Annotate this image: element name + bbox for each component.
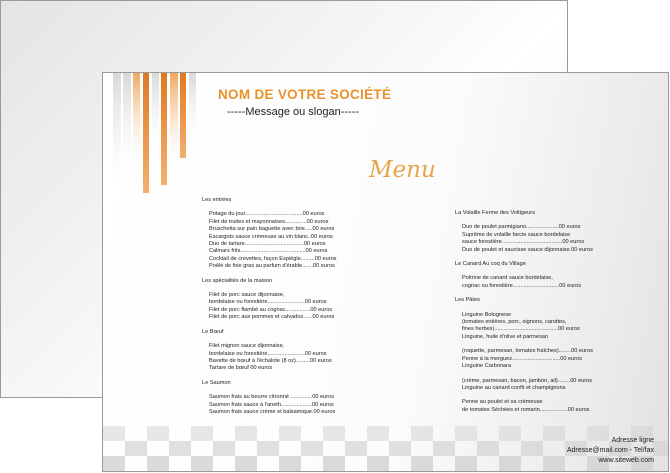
checker-cell: [235, 456, 257, 471]
spacer: [455, 254, 615, 261]
menu-title: Menu: [369, 157, 436, 183]
spacer: [455, 392, 615, 399]
menu-section-heading: Le Canard Au coq du Village: [455, 261, 526, 268]
checker-cell: [499, 456, 521, 471]
menu-item: fines herbes).........................................00 euros: [462, 326, 580, 333]
menu-item: Escargots sauce crémeuse au vin blanc..00 euros: [209, 233, 333, 240]
spacer: [202, 285, 372, 292]
menu-section-heading: Le Saumon: [202, 379, 231, 386]
menu-item: Suprême de volaille farcie sauce bordelaise: [462, 231, 571, 238]
checker-cell: [191, 426, 213, 441]
menu-section-heading: Les entrées: [202, 197, 232, 203]
checker-cell: [147, 426, 169, 441]
menu-item: Poêlé de foie gras au parfum d'érable.......00 euros: [209, 263, 335, 270]
menu-item: Linguine Carbonara: [462, 363, 512, 370]
checker-cell: [653, 441, 669, 456]
checker-cell: [191, 456, 213, 471]
menu-item: Filet de porc aux pommes et calvados......00 euros: [209, 314, 335, 321]
menu-item: Filet de truites et mayonnaises..............00 euros: [209, 218, 329, 225]
checker-cell: [411, 456, 433, 471]
menu-item: Filet de porc flambé au cognac................00 euros: [209, 306, 333, 313]
checker-cell: [279, 456, 301, 471]
spacer: [202, 373, 372, 380]
menu-item: (roquette, parmesan, tomates fraîches)........00 euros: [462, 348, 593, 355]
checker-cell: [389, 441, 411, 456]
menu-item: Duo de poulet parmigiano.....................00 euros: [462, 224, 581, 231]
menu-item: Bavette de bœuf à l'échalote (8 oz).........00 euros: [209, 357, 332, 364]
address-line: Adresse ligne: [611, 437, 654, 444]
menu-item: Poitrine de canard sauce bordelaise,: [462, 275, 553, 282]
menu-right-column: [455, 210, 615, 414]
checker-cell: [455, 456, 477, 471]
menu-item: Bruschetta sur pain baguette avec brie.....00 euros: [209, 226, 335, 233]
checker-cell: [235, 426, 257, 441]
checker-cell: [169, 441, 191, 456]
checker-cell: [411, 426, 433, 441]
checker-cell: [103, 426, 125, 441]
spacer: [455, 341, 615, 348]
menu-section-heading: Les spécialités de la maison: [202, 277, 272, 284]
menu-item: Duo de poulet et saucisse sauce dijonnaise.00 euros: [462, 246, 593, 253]
menu-item: Potage du jour.....................................00 euros: [209, 211, 325, 218]
menu-section-heading: Les Pâtes: [455, 297, 480, 304]
spacer: [202, 387, 372, 394]
checker-cell: [477, 441, 499, 456]
menu-item: Linguine Bolognese: [462, 311, 512, 318]
menu-item: Saumon frais sauce à l'aneth....................00 euros: [209, 401, 334, 408]
checker-cell: [543, 456, 565, 471]
menu-item: bordelaise ou forestière........................00 euros: [209, 299, 327, 306]
menu-item: de tomates Séchées et romarin..................00 euros: [462, 406, 590, 413]
menu-item: Penne au poulet et sa crémeuse: [462, 399, 543, 406]
checker-cell: [521, 441, 543, 456]
menu-item: (crème, parmesan, bacon, jambon, ail)........00 euros: [462, 377, 592, 384]
checker-cell: [433, 441, 455, 456]
checker-cell: [103, 456, 125, 471]
spacer: [202, 322, 372, 329]
menu-item: Duo de tartare......................................00 euros: [209, 241, 326, 248]
spacer: [202, 336, 372, 343]
slogan: -----Message ou slogan-----: [227, 106, 360, 118]
checker-cell: [543, 426, 565, 441]
email-phone-line: Adresse@mail.com - Tel/fax: [566, 447, 654, 454]
checker-cell: [147, 456, 169, 471]
checker-cell: [213, 441, 235, 456]
company-name: NOM DE VOTRE SOCIÉTÉ: [218, 87, 392, 102]
menu-item: bordelaise ou forestière........................00 euros: [209, 350, 327, 357]
menu-item: Filet de porc sauce dijonnaise,: [209, 292, 285, 299]
checker-cell: [125, 441, 147, 456]
menu-item: Linguine au canard confit et champignons: [462, 384, 566, 391]
menu-item: Penne à la merguez...............................00 euros: [462, 355, 583, 362]
menu-item: cognac ou forestière..............................00 euros: [462, 282, 582, 289]
checker-cell: [257, 441, 279, 456]
menu-item: Calmars frits..........................................00 euros: [209, 248, 328, 255]
spacer: [455, 217, 615, 224]
checker-cell: [301, 441, 323, 456]
menu-section-heading: Le Bœuf: [202, 328, 224, 335]
checker-cell: [345, 441, 367, 456]
checker-cell: [455, 426, 477, 441]
website-line: www.siteweb.com: [598, 457, 654, 464]
checker-cell: [499, 426, 521, 441]
contact-block: [567, 436, 654, 466]
checker-cell: [367, 426, 389, 441]
checker-cell: [279, 426, 301, 441]
checker-cell: [323, 456, 345, 471]
menu-item: sauce forestière.......................................00 euros: [462, 239, 585, 246]
menu-left-column: [202, 197, 372, 416]
spacer: [202, 204, 372, 211]
spacer: [455, 290, 615, 297]
menu-section-heading: La Volaille Ferme des Voltigeurs: [455, 210, 535, 216]
menu-item: Linguine, huile d'olive et parmesan: [462, 333, 548, 340]
spacer: [455, 305, 615, 312]
spacer: [455, 371, 615, 378]
spacer: [455, 268, 615, 275]
decorative-stripes: [108, 73, 203, 198]
menu-item: Saumon frais au beurre citronné ..............00 euros: [209, 394, 334, 401]
menu-item: Cocktail de crevettes, façon Espiègle.........00 euros: [209, 255, 337, 262]
menu-item: (tomates entières, porc, oignons, carottes,: [462, 319, 567, 326]
menu-item: Filet mignon sauce dijonnaise,: [209, 343, 285, 350]
flyer-front-page: [102, 72, 669, 472]
menu-item: Tartare de bœuf 00 euros: [209, 365, 273, 372]
menu-item: Saumon frais sauce crème et balsamique.00 euros: [209, 408, 336, 415]
spacer: [202, 271, 372, 278]
checker-cell: [323, 426, 345, 441]
checker-cell: [367, 456, 389, 471]
